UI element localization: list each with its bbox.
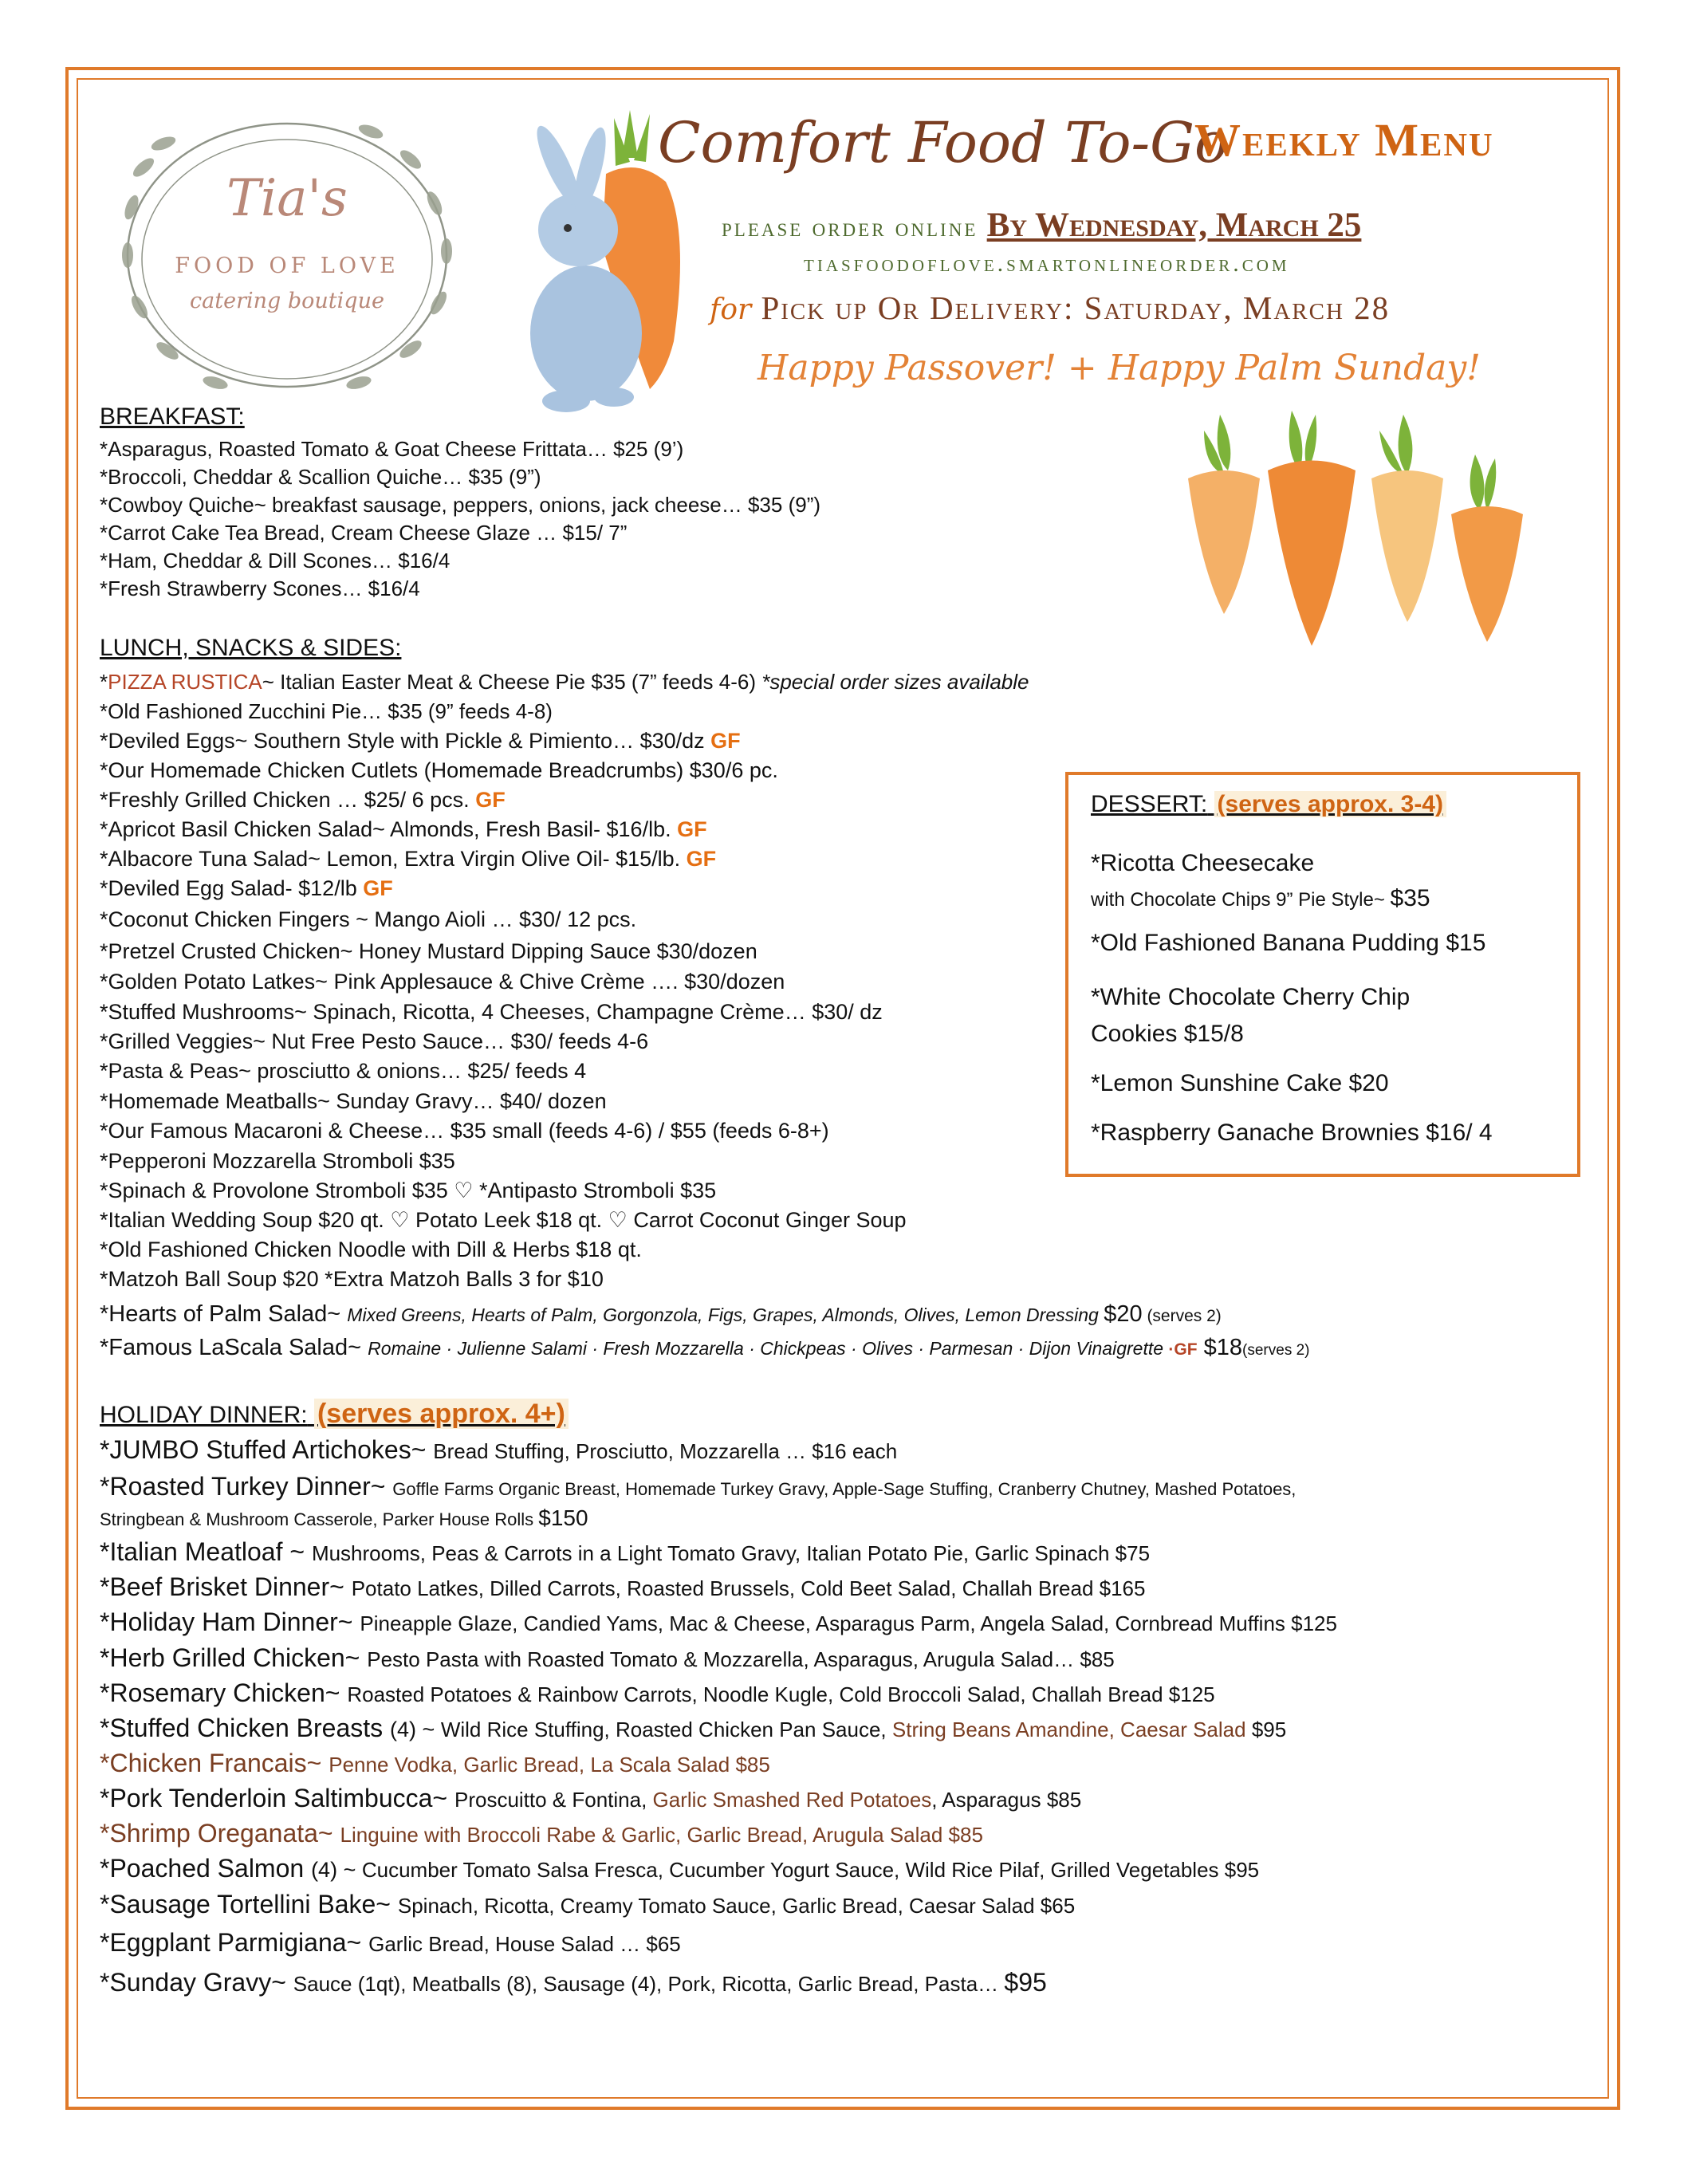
dish-description: Garlic Bread, House Salad … $65 bbox=[368, 1932, 681, 1956]
dish-price: $95 bbox=[1004, 1968, 1047, 1997]
list-item: *Golden Potato Latkes~ Pink Applesauce & Chive Crème …. $30/dozen bbox=[100, 970, 785, 994]
list-item-text: *Hearts of Palm Salad~ bbox=[100, 1301, 348, 1327]
dish-name: *Roasted Turkey Dinner~ bbox=[100, 1472, 393, 1501]
dish-name: *Sausage Tortellini Bake~ bbox=[100, 1890, 398, 1918]
list-item-text: ~ Italian Easter Meat & Cheese Pie $35 (7” feeds 4-6) bbox=[262, 670, 762, 694]
dessert-item-cont: Cookies $15/8 bbox=[1091, 1021, 1244, 1047]
dessert-item: *Ricotta Cheesecake bbox=[1091, 850, 1315, 876]
list-item: *Pepperoni Mozzarella Stromboli $35 bbox=[100, 1149, 455, 1173]
holiday-greeting: Happy Passover! + Happy Palm Sunday! bbox=[757, 348, 1481, 388]
dish-description: Linguine with Broccoli Rabe & Garlic, Garlic Bread, Arugula Salad $85 bbox=[340, 1823, 983, 1847]
list-item bbox=[100, 1714, 1286, 1743]
dessert-serving-note: (serves approx. 3-4) bbox=[1214, 791, 1446, 817]
order-date: By Wednesday, March 25 bbox=[986, 207, 1362, 244]
dish-name: *Shrimp Oreganata~ bbox=[100, 1819, 340, 1848]
list-item-note: *special order sizes available bbox=[761, 670, 1029, 694]
list-item-text: *Deviled Eggs~ Southern Style with Pickle & Pimiento… $30/dz bbox=[100, 729, 711, 753]
dish-description-end: , Asparagus $85 bbox=[931, 1788, 1082, 1812]
dessert-item-sub: with Chocolate Chips 9” Pie Style~ bbox=[1091, 889, 1391, 911]
list-item: *Coconut Chicken Fingers ~ Mango Aioli … $30/ 12 pcs. bbox=[100, 907, 637, 931]
logo bbox=[96, 96, 478, 431]
dessert-heading bbox=[1091, 791, 1446, 818]
list-item bbox=[100, 847, 716, 872]
list-item bbox=[100, 1301, 1222, 1328]
gf-badge: GF bbox=[686, 847, 717, 871]
dish-description: Pesto Pasta with Roasted Tomato & Mozzarella, Asparagus, Arugula Salad… $85 bbox=[367, 1647, 1115, 1671]
breakfast-heading: BREAKFAST: bbox=[100, 403, 245, 430]
dessert-item: *Old Fashioned Banana Pudding $15 bbox=[1091, 930, 1486, 956]
list-item: *Broccoli, Cheddar & Scallion Quiche… $35 (9”) bbox=[100, 465, 541, 489]
list-item bbox=[100, 876, 393, 901]
dish-count: (4) ~ bbox=[390, 1718, 441, 1741]
dish-name: *JUMBO Stuffed Artichokes~ bbox=[100, 1435, 434, 1464]
holiday-heading bbox=[100, 1399, 569, 1430]
list-item: *Our Famous Macaroni & Cheese… $35 small (feeds 4-6) / $55 (feeds 6-8+) bbox=[100, 1119, 829, 1143]
dish-description: Pineapple Glaze, Candied Yams, Mac & Cheese, Asparagus Parm, Angela Salad, Cornbread Muffins $125 bbox=[360, 1611, 1337, 1635]
dish-name: *Sunday Gravy~ bbox=[100, 1968, 293, 1997]
list-item: *Asparagus, Roasted Tomato & Goat Cheese Frittata… $25 (9’) bbox=[100, 437, 684, 461]
holiday-title: HOLIDAY DINNER: bbox=[100, 1402, 308, 1428]
list-item bbox=[100, 1537, 1150, 1567]
list-item: *Ham, Cheddar & Dill Scones… $16/4 bbox=[100, 549, 451, 573]
gf-badge: GF bbox=[363, 876, 393, 900]
dessert-item: *Lemon Sunshine Cake $20 bbox=[1091, 1070, 1389, 1096]
dish-description-highlight: String Beans Amandine, Caesar Salad bbox=[891, 1718, 1246, 1741]
order-deadline bbox=[722, 206, 1361, 245]
list-item bbox=[100, 670, 1029, 695]
list-item bbox=[100, 817, 707, 842]
dessert-title: DESSERT: bbox=[1091, 791, 1208, 817]
dish-description: Goffle Farms Organic Breast, Homemade Turkey Gravy, Apple-Sage Stuffing, Cranberry Chutney, Mashed Potatoes, bbox=[392, 1479, 1296, 1499]
list-item-highlight: PIZZA RUSTICA bbox=[108, 670, 262, 694]
dish-description: Wild Rice Stuffing, Roasted Chicken Pan Sauce, bbox=[440, 1718, 892, 1741]
dish-description: Spinach, Ricotta, Creamy Tomato Sauce, Garlic Bread, Caesar Salad $65 bbox=[397, 1894, 1076, 1918]
order-site-link[interactable]: tiasfoodoflove.smartonlineorder.com bbox=[804, 250, 1290, 277]
list-item: *Pasta & Peas~ prosciutto & onions… $25/ feeds 4 bbox=[100, 1059, 587, 1083]
holiday-serving-note: (serves approx. 4+) bbox=[314, 1399, 569, 1429]
list-item bbox=[100, 1608, 1337, 1637]
dish-description: Stringbean & Mushroom Casserole, Parker House Rolls bbox=[100, 1509, 539, 1529]
list-item bbox=[100, 1435, 897, 1465]
dessert-item: *Raspberry Ganache Brownies $16/ 4 bbox=[1091, 1120, 1493, 1146]
dessert-box bbox=[1065, 772, 1580, 1177]
list-item-text: *Famous LaScala Salad~ bbox=[100, 1335, 368, 1360]
list-item-price: $18 bbox=[1197, 1335, 1243, 1360]
list-item-description: Romaine · Julienne Salami · Fresh Mozzarella · Chickpeas · Olives · Parmesan · Dijon Vinaigrette bbox=[368, 1338, 1169, 1359]
list-item: *Italian Wedding Soup $20 qt. ♡ Potato Leek $18 qt. ♡ Carrot Coconut Ginger Soup bbox=[100, 1208, 907, 1232]
list-item: *Matzoh Ball Soup $20 *Extra Matzoh Balls 3 for $10 bbox=[100, 1267, 604, 1291]
dish-count: (4) ~ bbox=[311, 1858, 362, 1882]
list-item: *Homemade Meatballs~ Sunday Gravy… $40/ dozen bbox=[100, 1089, 607, 1113]
page-title: Weekly Menu bbox=[1194, 114, 1494, 166]
list-item: *Old Fashioned Zucchini Pie… $35 (9” feeds 4-8) bbox=[100, 699, 553, 723]
list-item bbox=[100, 1472, 1296, 1501]
dessert-item: *White Chocolate Cherry Chip bbox=[1091, 984, 1411, 1010]
list-item-cont bbox=[100, 1505, 588, 1531]
pickup-for: for bbox=[710, 293, 752, 326]
dish-description: Proscuitto & Fontina, bbox=[454, 1788, 653, 1812]
list-item: *Old Fashioned Chicken Noodle with Dill & Herbs $18 qt. bbox=[100, 1238, 642, 1261]
dish-name: *Eggplant Parmigiana~ bbox=[100, 1928, 369, 1957]
gf-badge: GF bbox=[475, 788, 506, 812]
list-item: *Fresh Strawberry Scones… $16/4 bbox=[100, 576, 420, 600]
list-item: *Our Homemade Chicken Cutlets (Homemade Breadcrumbs) $30/6 pc. bbox=[100, 758, 778, 782]
dish-description: Roasted Potatoes & Rainbow Carrots, Noodle Kugle, Cold Broccoli Salad, Challah Bread $125 bbox=[347, 1682, 1215, 1706]
list-item bbox=[100, 1928, 681, 1958]
dish-name: *Stuffed Chicken Breasts bbox=[100, 1714, 391, 1742]
list-item: *Cowboy Quiche~ breakfast sausage, peppers, onions, jack cheese… $35 (9”) bbox=[100, 493, 821, 517]
list-item: *Stuffed Mushrooms~ Spinach, Ricotta, 4 Cheeses, Champagne Crème… $30/ dz bbox=[100, 1000, 883, 1024]
list-item-text: *Albacore Tuna Salad~ Lemon, Extra Virgin Olive Oil- $15/lb. bbox=[100, 847, 687, 871]
list-item bbox=[100, 1854, 1259, 1883]
logo-name: Tia's bbox=[226, 169, 348, 228]
list-item: *Pretzel Crusted Chicken~ Honey Mustard Dipping Sauce $30/dozen bbox=[100, 939, 757, 963]
gf-badge: GF bbox=[677, 817, 707, 841]
lunch-heading: LUNCH, SNACKS & SIDES: bbox=[100, 635, 402, 661]
dish-name: *Poached Salmon bbox=[100, 1854, 312, 1883]
dish-name: *Beef Brisket Dinner~ bbox=[100, 1572, 352, 1601]
list-item-star: * bbox=[100, 670, 108, 694]
list-item: *Spinach & Provolone Stromboli $35 ♡ *Antipasto Stromboli $35 bbox=[100, 1179, 717, 1202]
list-item-text: *Freshly Grilled Chicken … $25/ 6 pcs. bbox=[100, 788, 476, 812]
list-item bbox=[100, 788, 506, 813]
list-item: *Grilled Veggies~ Nut Free Pesto Sauce… $30/ feeds 4-6 bbox=[100, 1029, 649, 1053]
list-item bbox=[100, 1643, 1115, 1673]
dish-description: Cucumber Tomato Salsa Fresca, Cucumber Yogurt Sauce, Wild Rice Pilaf, Grilled Vegetables $95 bbox=[361, 1858, 1260, 1882]
list-item-price: $20 bbox=[1104, 1301, 1143, 1327]
dish-name: *Chicken Francais~ bbox=[100, 1749, 329, 1777]
list-item bbox=[100, 1784, 1081, 1813]
dish-description: Penne Vodka, Garlic Bread, La Scala Salad $85 bbox=[329, 1753, 770, 1777]
dish-name: *Italian Meatloaf ~ bbox=[100, 1537, 312, 1566]
dish-description: Mushrooms, Peas & Carrots in a Light Tomato Gravy, Italian Potato Pie, Garlic Spinach $75 bbox=[311, 1541, 1151, 1565]
list-item bbox=[100, 1572, 1145, 1602]
list-item-note: (serves 2) bbox=[1142, 1307, 1222, 1325]
dish-price: $95 bbox=[1245, 1718, 1287, 1741]
dish-name: *Rosemary Chicken~ bbox=[100, 1678, 348, 1707]
list-item-note: (serves 2) bbox=[1242, 1342, 1310, 1359]
dessert-item-price: $35 bbox=[1390, 885, 1430, 911]
list-item bbox=[100, 729, 741, 754]
pickup-date: Pick up Or Delivery: Saturday, March 28 bbox=[751, 289, 1391, 326]
list-item-text: *Apricot Basil Chicken Salad~ Almonds, Fresh Basil- $16/lb. bbox=[100, 817, 678, 841]
dish-description-highlight: Garlic Smashed Red Potatoes bbox=[652, 1788, 932, 1812]
dish-name: *Herb Grilled Chicken~ bbox=[100, 1643, 368, 1672]
order-prefix: please order online bbox=[722, 214, 987, 242]
list-item-text: *Deviled Egg Salad- $12/lb bbox=[100, 876, 364, 900]
dish-name: *Pork Tenderloin Saltimbucca~ bbox=[100, 1784, 454, 1812]
logo-tagline: FOOD OF LOVE bbox=[175, 254, 399, 278]
logo-subtitle: catering boutique bbox=[190, 289, 384, 313]
list-item-description: Mixed Greens, Hearts of Palm, Gorgonzola, Figs, Grapes, Almonds, Olives, Lemon Dressing bbox=[347, 1304, 1104, 1325]
list-item bbox=[100, 1335, 1310, 1361]
carrots-illustration bbox=[1172, 407, 1555, 670]
dish-description: Potato Latkes, Dilled Carrots, Roasted Brussels, Cold Beet Salad, Challah Bread $165 bbox=[351, 1576, 1146, 1600]
dish-price: $150 bbox=[538, 1505, 588, 1530]
title-script: Comfort Food To-Go bbox=[658, 110, 1229, 175]
list-item bbox=[100, 1890, 1075, 1919]
list-item: *Carrot Cake Tea Bread, Cream Cheese Glaze … $15/ 7” bbox=[100, 521, 628, 545]
list-item bbox=[100, 1749, 770, 1778]
list-item bbox=[100, 1678, 1215, 1708]
dessert-item-detail bbox=[1091, 885, 1430, 912]
dish-name: *Holiday Ham Dinner~ bbox=[100, 1608, 360, 1636]
pickup-info bbox=[710, 289, 1390, 327]
dish-description: Bread Stuffing, Prosciutto, Mozzarella … $16 each bbox=[433, 1439, 898, 1463]
list-item bbox=[100, 1968, 1047, 1997]
dish-description: Sauce (1qt), Meatballs (8), Sausage (4), Pork, Ricotta, Garlic Bread, Pasta… bbox=[293, 1972, 1005, 1996]
gf-badge: GF bbox=[710, 729, 741, 753]
gf-badge: ·GF bbox=[1168, 1340, 1198, 1359]
list-item bbox=[100, 1819, 983, 1848]
